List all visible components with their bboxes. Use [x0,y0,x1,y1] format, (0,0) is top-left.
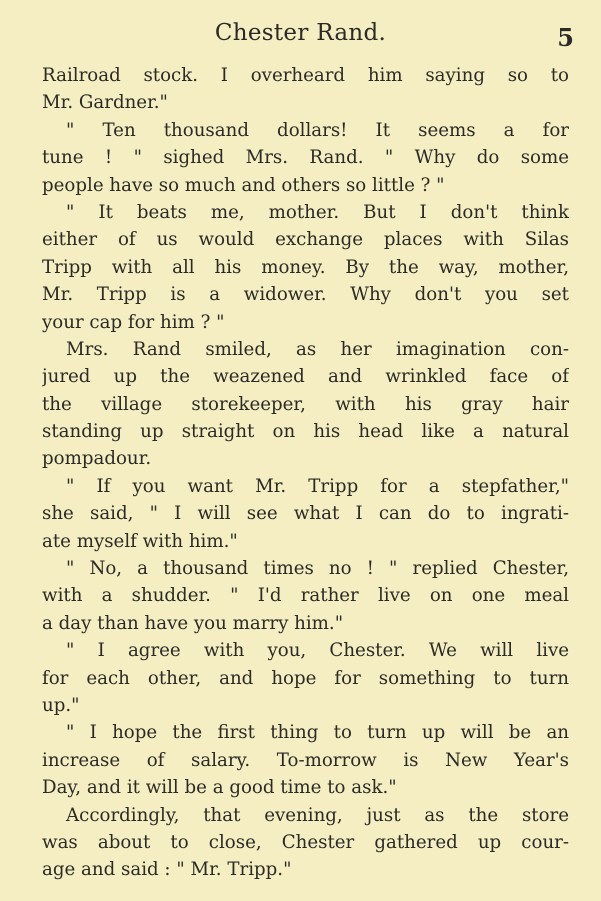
text-line: she said, " I will see what I can do to ingrati- [42,503,569,525]
text-line: standing up straight on his head like a natural [42,421,569,443]
text-line: Railroad stock. I overheard him saying so to [42,65,569,86]
text-line: " I hope the first thing to turn up will be an [66,722,569,744]
text-line: Mrs. Rand smiled, as her imagination con- [66,338,569,360]
text-line: " I agree with you, Chester. We will live [66,640,569,662]
text-line: Accordingly, that evening, just as the store [66,804,569,826]
text-line: " It beats me, mother. But I don't think [66,201,569,223]
text-line: " No, a thousand times no ! " replied Chester, [66,558,569,580]
running-header-title: Chester Rand. [214,20,387,46]
text-line: Day, and it will be a good time to ask." [42,777,397,799]
text-line: increase of salary. To-morrow is New Year's [42,749,569,771]
text-line: the village storekeeper, with his gray hair [42,393,569,415]
text-line: Tripp with all his money. By the way, mother, [42,256,569,278]
page-number: 5 [557,23,574,52]
text-line: age and said : " Mr. Tripp." [42,859,292,881]
text-line: a day than have you marry him." [42,612,344,634]
text-line: for each other, and hope for something to turn [42,667,569,689]
text-line: was about to close, Chester gathered up cour- [42,831,569,853]
text-line: people have so much and others so little ? " [42,174,445,196]
text-line: Mr. Tripp is a widower. Why don't you set [42,284,569,306]
text-line: your cap for him ? " [42,311,225,333]
text-line: " Ten thousand dollars! It seems a for [66,119,569,141]
text-line: up." [42,694,80,716]
text-line: tune ! " sighed Mrs. Rand. " Why do some [42,147,569,169]
text-line: ate myself with him." [42,530,238,552]
text-line: pompadour. [42,448,152,470]
page-body-text [42,62,569,884]
text-line: jured up the weazened and wrinkled face of [42,366,569,388]
text-line: either of us would exchange places with Silas [42,229,569,251]
text-line: Mr. Gardner." [42,92,168,114]
text-line: " If you want Mr. Tripp for a stepfather," [66,475,569,497]
text-line: with a shudder. " I'd rather live on one meal [42,585,569,607]
